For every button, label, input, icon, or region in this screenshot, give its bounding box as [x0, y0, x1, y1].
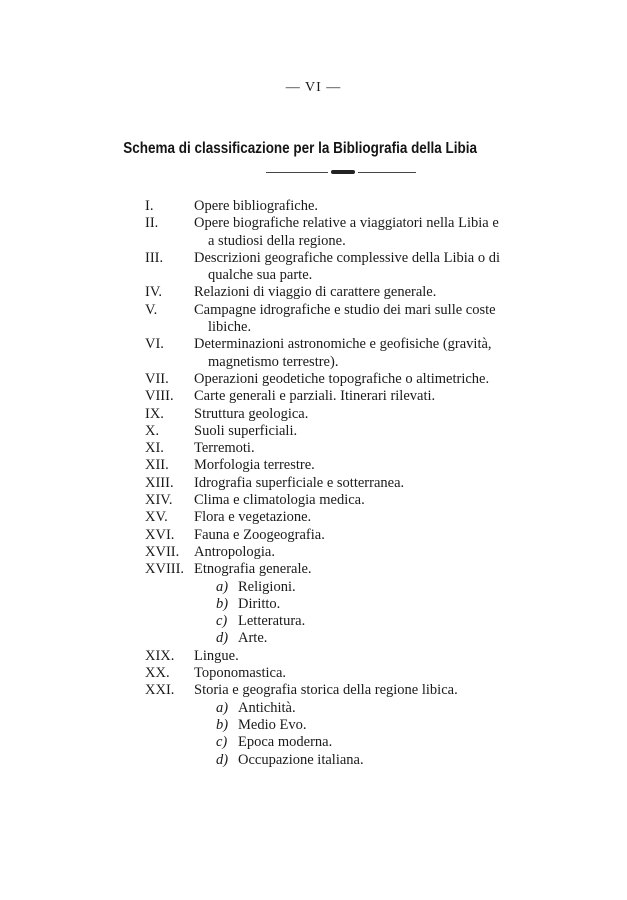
entry-number: XVIII. — [145, 561, 185, 578]
list-item — [0, 561, 627, 578]
entry-number: V. — [145, 301, 158, 318]
list-item — [0, 215, 627, 232]
sub-list-item — [0, 579, 627, 596]
sub-entry-letter: c) — [216, 734, 228, 751]
list-item — [0, 457, 627, 474]
entry-text: Etnografia generale. — [194, 561, 312, 578]
entry-text: Morfologia terrestre. — [194, 457, 315, 474]
sub-entry-text: Religioni. — [238, 578, 296, 595]
list-item — [0, 665, 627, 682]
list-item — [0, 371, 627, 388]
entry-number: VII. — [145, 370, 169, 387]
entry-number: XV. — [145, 509, 168, 526]
entry-text: Campagne idrografiche e studio dei mari sulle coste — [194, 301, 496, 318]
sub-entry-text: Arte. — [238, 630, 268, 647]
sub-entry-text: Antichità. — [238, 699, 296, 716]
sub-entry-letter: d) — [216, 751, 229, 768]
list-item — [0, 250, 627, 267]
sub-entry-text: Medio Evo. — [238, 716, 307, 733]
page-number: — VI — — [285, 80, 342, 95]
list-item — [0, 440, 627, 457]
sub-entry-letter: b) — [216, 595, 229, 612]
sub-list-item — [0, 630, 627, 647]
list-item — [0, 648, 627, 665]
list-item — [0, 475, 627, 492]
entry-number: III. — [145, 249, 164, 266]
entry-number: XI. — [145, 440, 164, 457]
title-ornament — [266, 170, 416, 176]
entry-text: Carte generali e parziali. Itinerari rilevati. — [194, 388, 436, 405]
sub-entry-letter: a) — [216, 699, 229, 716]
list-item-continuation — [0, 267, 627, 284]
entry-text: Antropologia. — [194, 543, 275, 560]
sub-list-item — [0, 717, 627, 734]
entry-number: IV. — [145, 284, 163, 301]
entry-text: Clima e climatologia medica. — [194, 492, 365, 509]
list-item — [0, 336, 627, 353]
sub-list-item — [0, 596, 627, 613]
list-item — [0, 544, 627, 561]
classification-list — [0, 198, 627, 769]
entry-text: Determinazioni astronomiche e geofisiche (gravità, — [194, 336, 492, 353]
list-item-continuation — [0, 319, 627, 336]
sub-entry-letter: a) — [216, 578, 229, 595]
list-item — [0, 302, 627, 319]
entry-text: Opere biografiche relative a viaggiatori nella Libia e — [194, 215, 499, 232]
list-item — [0, 527, 627, 544]
list-item — [0, 492, 627, 509]
sub-list-item — [0, 752, 627, 769]
sub-entry-letter: b) — [216, 716, 229, 733]
entry-text-continuation: qualche sua parte. — [208, 267, 313, 284]
entry-text: Terremoti. — [194, 440, 255, 457]
entry-text: Operazioni geodetiche topografiche o altimetriche. — [194, 370, 490, 387]
list-item — [0, 388, 627, 405]
list-item-continuation — [0, 354, 627, 371]
list-item — [0, 682, 627, 699]
list-item — [0, 406, 627, 423]
entry-text: Toponomastica. — [194, 665, 287, 682]
entry-number: XIV. — [145, 492, 173, 509]
entry-text: Storia e geografia storica della regione libica. — [194, 682, 458, 699]
list-item — [0, 423, 627, 440]
sub-list-item — [0, 613, 627, 630]
entry-number: XX. — [145, 665, 170, 682]
sub-list-item — [0, 734, 627, 751]
entry-number: VIII. — [145, 388, 174, 405]
entry-number: XIII. — [145, 474, 174, 491]
entry-number: I. — [145, 198, 154, 214]
entry-number: XIX. — [145, 647, 175, 664]
entry-text: Flora e vegetazione. — [194, 509, 312, 526]
sub-entry-text: Diritto. — [238, 595, 281, 612]
sub-entry-text: Occupazione italiana. — [238, 751, 364, 768]
page-title: Schema di classificazione per la Bibliografia della Libia — [123, 140, 478, 157]
entry-number: XXI. — [145, 682, 175, 699]
entry-text: Idrografia superficiale e sotterranea. — [194, 474, 405, 491]
entry-text: Lingue. — [194, 647, 239, 664]
entry-number: VI. — [145, 336, 164, 353]
entry-number: XVI. — [145, 526, 175, 543]
entry-number: XII. — [145, 457, 169, 474]
sub-entry-letter: d) — [216, 630, 229, 647]
list-item-continuation — [0, 233, 627, 250]
entry-number: X. — [145, 422, 160, 439]
list-item — [0, 509, 627, 526]
sub-list-item — [0, 700, 627, 717]
entry-text-continuation: magnetismo terrestre). — [208, 353, 339, 370]
sub-entry-letter: c) — [216, 613, 228, 630]
entry-text: Opere bibliografiche. — [194, 198, 319, 214]
entry-text: Relazioni di viaggio di carattere generale. — [194, 284, 437, 301]
entry-text: Descrizioni geografiche complessive della Libia o di — [194, 249, 501, 266]
entry-number: II. — [145, 215, 159, 232]
entry-number: IX. — [145, 405, 164, 422]
list-item — [0, 198, 627, 215]
list-item — [0, 284, 627, 301]
entry-text: Fauna e Zoogeografia. — [194, 526, 325, 543]
entry-number: XVII. — [145, 543, 180, 560]
entry-text-continuation: a studiosi della regione. — [208, 232, 346, 249]
entry-text: Suoli superficiali. — [194, 422, 298, 439]
sub-entry-text: Letteratura. — [238, 613, 306, 630]
entry-text-continuation: libiche. — [208, 319, 252, 336]
entry-text: Struttura geologica. — [194, 405, 309, 422]
sub-entry-text: Epoca moderna. — [238, 734, 333, 751]
